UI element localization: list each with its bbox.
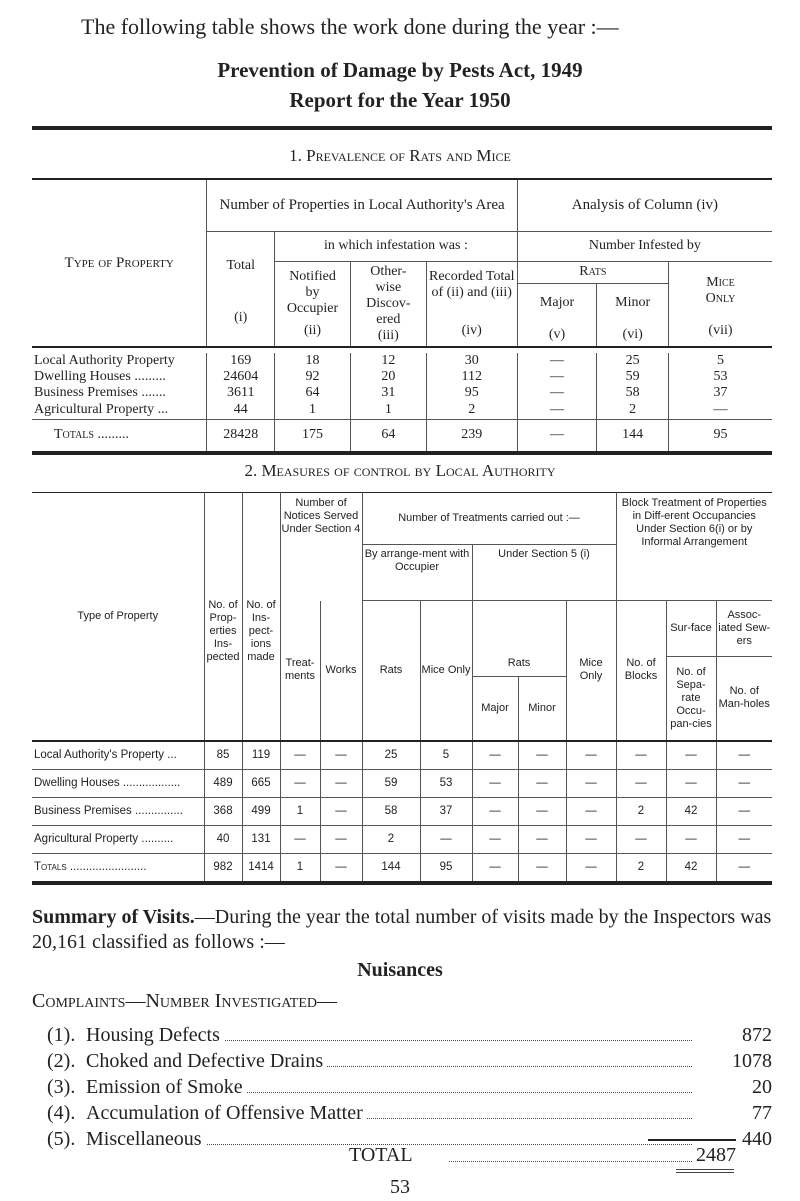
- cell: —: [320, 741, 362, 770]
- total-label: TOTAL: [349, 1144, 413, 1166]
- cell: 169: [207, 353, 275, 369]
- total-double-rule: [676, 1169, 734, 1170]
- cell: —: [517, 419, 597, 453]
- cell: —: [472, 797, 518, 825]
- cell: 144: [597, 419, 669, 453]
- cell: —: [280, 769, 320, 797]
- cell: —: [518, 853, 566, 883]
- cell: 175: [275, 419, 351, 453]
- item-label: [86, 1076, 247, 1099]
- t2-col-surface: Sur-face: [666, 601, 716, 657]
- cell: 28428: [207, 419, 275, 453]
- cell: 58: [362, 797, 420, 825]
- t2-col-mice2: Mice Only: [566, 601, 616, 741]
- list-item: [32, 1102, 772, 1126]
- summary-text: —During the year the total number of visits made by the Inspectors was 20,161 classified as follows :—: [32, 906, 772, 953]
- t2-col-manholes: No. of Man-holes: [716, 657, 772, 741]
- cell: 12: [350, 353, 426, 369]
- t2-col-blocks: No. of Blocks: [616, 601, 666, 741]
- col-type-of-property: Type of Property: [32, 179, 207, 347]
- hdr-infestation: in which infestation was :: [275, 231, 518, 261]
- t2-hdr-notices: Number of Notices Served Under Section 4: [280, 493, 362, 601]
- t2-hdr-block: Block Treatment of Properties in Diff-erent Occupancies Under Section 6(i) or by Informal Arrangement: [616, 493, 772, 601]
- cell: —: [616, 825, 666, 853]
- item-label-text: Miscellaneous: [86, 1128, 206, 1150]
- t2-col-separate: No. of Sepa-rate Occu-pan-cies: [666, 657, 716, 741]
- complaints-heading: Complaints—Number Investigated—: [32, 990, 338, 1012]
- cell: —: [280, 825, 320, 853]
- item-number: (2).: [47, 1050, 76, 1072]
- cell: 1: [280, 797, 320, 825]
- item-value: 77: [702, 1102, 772, 1125]
- cell: 2: [616, 797, 666, 825]
- col-total-num: (i): [234, 309, 248, 325]
- control-measures-table: [32, 492, 772, 885]
- cell: —: [472, 741, 518, 770]
- item-label: [86, 1024, 224, 1047]
- cell: —: [517, 401, 597, 419]
- intro-text: The following table shows the work done during the year :—: [81, 14, 619, 39]
- total-value: 2487: [696, 1144, 736, 1166]
- table-row: [32, 797, 772, 825]
- row-label: Agricultural Property ...: [32, 401, 207, 419]
- col-mice-label: Mice Only: [705, 274, 736, 306]
- row-label: Agricultural Property ..........: [32, 825, 204, 853]
- section2-number: 2.: [244, 461, 258, 480]
- cell: —: [472, 853, 518, 883]
- cell: 37: [420, 797, 472, 825]
- cell: 5: [668, 353, 772, 369]
- cell: —: [716, 797, 772, 825]
- cell: —: [518, 825, 566, 853]
- item-value: 20: [702, 1076, 772, 1099]
- cell: —: [320, 797, 362, 825]
- summary-heading: Summary of Visits.: [32, 906, 195, 928]
- col-major: Major: [517, 283, 597, 323]
- cell: 95: [668, 419, 772, 453]
- prevalence-table: [32, 178, 772, 455]
- cell: 131: [242, 825, 280, 853]
- item-label: [86, 1102, 367, 1125]
- col-otherwise-label: Other-wise Discov-ered: [366, 263, 411, 327]
- table-row: [32, 401, 772, 419]
- cell: 665: [242, 769, 280, 797]
- t2-col-props-inspected: No. of Prop-erties Ins-pected: [204, 493, 242, 741]
- cell: —: [666, 825, 716, 853]
- list-item: [32, 1050, 772, 1074]
- complaints-list: [32, 1024, 772, 1154]
- cell: 64: [350, 419, 426, 453]
- cell: —: [517, 385, 597, 401]
- cell: —: [716, 769, 772, 797]
- row-label: Dwelling Houses ..................: [32, 769, 204, 797]
- cell: 37: [668, 385, 772, 401]
- cell: —: [472, 769, 518, 797]
- cell: 40: [204, 825, 242, 853]
- hdr-analysis: Analysis of Column (iv): [517, 179, 772, 231]
- section1-heading: [0, 146, 800, 166]
- list-item: [32, 1024, 772, 1048]
- cell: 1414: [242, 853, 280, 883]
- totals-label: Totals .........: [54, 427, 129, 443]
- item-value: 872: [702, 1024, 772, 1047]
- cell: 31: [350, 385, 426, 401]
- item-number: (4).: [47, 1102, 76, 1124]
- col-mice-only: [668, 261, 772, 347]
- cell: —: [320, 825, 362, 853]
- cell: —: [566, 797, 616, 825]
- hdr-rats: Rats: [517, 261, 668, 283]
- t2-hdr-treatments: Number of Treatments carried out :—: [362, 493, 616, 545]
- cell: 112: [426, 369, 517, 385]
- t2-col-rats: Rats: [362, 601, 420, 741]
- item-value: 1078: [702, 1050, 772, 1073]
- t2-col-treatments: Treat-ments: [280, 601, 320, 741]
- cell: 2: [597, 401, 669, 419]
- table-row: [32, 369, 772, 385]
- cell: 53: [420, 769, 472, 797]
- cell: 59: [362, 769, 420, 797]
- t2-hdr-rats2: Rats: [472, 601, 566, 677]
- col-recorded: [426, 261, 517, 347]
- cell: 42: [666, 853, 716, 883]
- cell: 1: [280, 853, 320, 883]
- cell: 64: [275, 385, 351, 401]
- col-mice-num: (vii): [708, 322, 733, 338]
- cell: 95: [426, 385, 517, 401]
- row-label: Dwelling Houses .........: [34, 369, 166, 384]
- hdr-number-infested: Number Infested by: [517, 231, 772, 261]
- cell: 92: [275, 369, 351, 385]
- cell: 144: [362, 853, 420, 883]
- item-number: (1).: [47, 1024, 76, 1046]
- col-otherwise: [350, 261, 426, 347]
- cell: 1: [350, 401, 426, 419]
- cell: —: [518, 797, 566, 825]
- t2-col-works: Works: [320, 601, 362, 741]
- cell: 30: [426, 353, 517, 369]
- cell: —: [666, 769, 716, 797]
- col-minor: Minor: [597, 283, 669, 323]
- cell: 2: [362, 825, 420, 853]
- cell: —: [616, 741, 666, 770]
- col-minor-num: (vi): [597, 323, 669, 347]
- t2-col-type: Type of Property: [32, 493, 204, 741]
- total-rule: [648, 1139, 736, 1141]
- col-total-label: Total: [226, 257, 256, 273]
- cell: 3611: [207, 385, 275, 401]
- cell: 2: [616, 853, 666, 883]
- t2-col-sewers: Assoc-iated Sew-ers: [716, 601, 772, 657]
- cell: —: [420, 825, 472, 853]
- col-otherwise-num: (iii): [377, 327, 399, 343]
- section1-title: Prevalence of Rats and Mice: [306, 146, 511, 165]
- row-label: Business Premises .......: [34, 385, 166, 400]
- item-label: [86, 1050, 327, 1073]
- row-label: Business Premises ...............: [32, 797, 204, 825]
- row-label: Local Authority Property: [34, 353, 175, 368]
- col-recorded-label: Recorded Total of (ii) and (iii): [429, 268, 515, 300]
- cell: —: [280, 741, 320, 770]
- leader-dots: [449, 1161, 692, 1162]
- table-row: [32, 741, 772, 770]
- col-recorded-num: (iv): [461, 322, 482, 338]
- cell: —: [517, 369, 597, 385]
- item-label-text: Choked and Defective Drains: [86, 1050, 327, 1072]
- cell: —: [566, 825, 616, 853]
- total-double-rule: [676, 1172, 734, 1173]
- table-row: [32, 825, 772, 853]
- section2-title: Measures of control by Local Authority: [261, 461, 556, 480]
- cell: —: [517, 353, 597, 369]
- cell: —: [716, 741, 772, 770]
- title-rule: [32, 126, 772, 130]
- nuisances-heading: Nuisances: [357, 959, 443, 981]
- table-row: [32, 353, 772, 369]
- table-row: [32, 385, 772, 401]
- cell: 25: [597, 353, 669, 369]
- t2-hdr-arrangement: By arrange-ment with Occupier: [362, 545, 472, 601]
- cell: —: [666, 741, 716, 770]
- cell: —: [616, 769, 666, 797]
- item-value: 440: [702, 1128, 772, 1151]
- cell: 85: [204, 741, 242, 770]
- cell: —: [518, 741, 566, 770]
- cell: 95: [420, 853, 472, 883]
- page-number-text: 53: [390, 1176, 410, 1198]
- cell: 24604: [207, 369, 275, 385]
- cell: —: [518, 769, 566, 797]
- report-title: Prevention of Damage by Pests Act, 1949: [217, 58, 583, 82]
- col-notified-label: Notified by Occupier: [286, 268, 339, 316]
- cell: 18: [275, 353, 351, 369]
- cell: —: [668, 401, 772, 419]
- item-number: (5).: [47, 1128, 76, 1150]
- hdr-number-of-properties: Number of Properties in Local Authority's Area: [207, 179, 517, 231]
- cell: —: [472, 825, 518, 853]
- item-label-text: Housing Defects: [86, 1024, 224, 1046]
- cell: 20: [350, 369, 426, 385]
- item-number: (3).: [47, 1076, 76, 1098]
- col-total: [207, 231, 275, 347]
- cell: —: [716, 825, 772, 853]
- row-label: Local Authority's Property ...: [32, 741, 204, 770]
- section2-heading: [0, 461, 800, 481]
- cell: 499: [242, 797, 280, 825]
- cell: 1: [275, 401, 351, 419]
- cell: 44: [207, 401, 275, 419]
- col-notified: [275, 261, 351, 347]
- cell: 5: [420, 741, 472, 770]
- cell: 42: [666, 797, 716, 825]
- cell: —: [716, 853, 772, 883]
- totals-row: [32, 853, 772, 883]
- t2-col-minor: Minor: [518, 677, 566, 741]
- cell: —: [320, 853, 362, 883]
- cell: 2: [426, 401, 517, 419]
- totals-label: Totals ........................: [32, 853, 204, 883]
- cell: —: [566, 769, 616, 797]
- cell: 368: [204, 797, 242, 825]
- cell: 239: [426, 419, 517, 453]
- list-item: [32, 1076, 772, 1100]
- cell: —: [320, 769, 362, 797]
- cell: 25: [362, 741, 420, 770]
- item-label-text: Accumulation of Offensive Matter: [86, 1102, 367, 1124]
- t2-col-inspections: No. of Ins-pect-ions made: [242, 493, 280, 741]
- cell: 59: [597, 369, 669, 385]
- cell: 53: [668, 369, 772, 385]
- table-row: [32, 769, 772, 797]
- cell: —: [566, 853, 616, 883]
- t2-col-mice: Mice Only: [420, 601, 472, 741]
- col-notified-num: (ii): [303, 322, 322, 338]
- total-row: [32, 1144, 772, 1170]
- t2-col-major: Major: [472, 677, 518, 741]
- section1-number: 1.: [289, 146, 302, 165]
- cell: 58: [597, 385, 669, 401]
- cell: 982: [204, 853, 242, 883]
- col-major-num: (v): [517, 323, 597, 347]
- t2-hdr-section5: Under Section 5 (i): [472, 545, 616, 601]
- summary-paragraph: [32, 905, 772, 955]
- cell: 489: [204, 769, 242, 797]
- cell: 119: [242, 741, 280, 770]
- totals-row: [32, 419, 772, 453]
- report-subtitle: Report for the Year 1950: [289, 88, 511, 112]
- cell: —: [566, 741, 616, 770]
- item-label-text: Emission of Smoke: [86, 1076, 247, 1098]
